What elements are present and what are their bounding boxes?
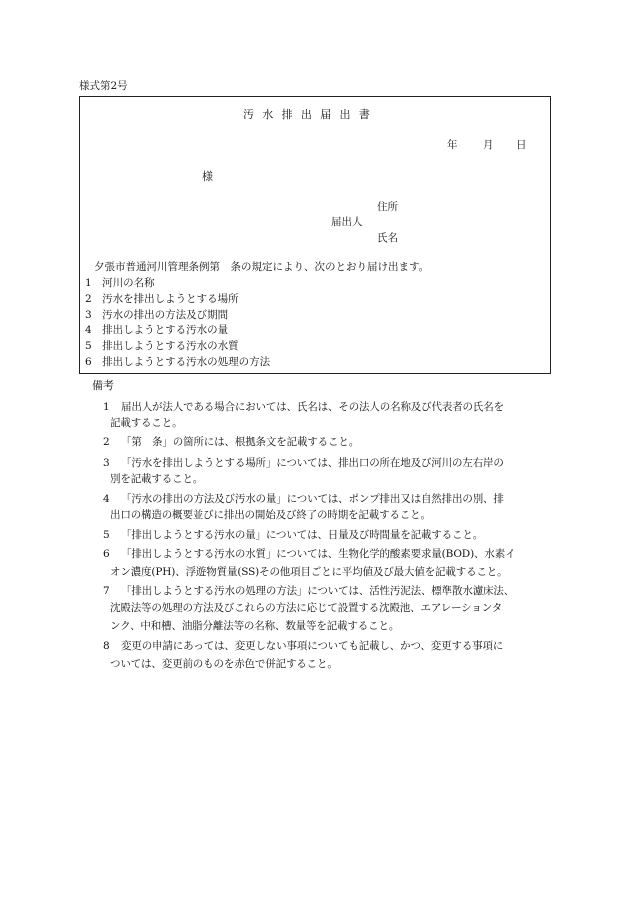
date-month-label: 月 <box>483 139 494 151</box>
note-text: 「排出しようとする汚水の量」については、日量及び時間量を記載すること。 <box>121 529 484 541</box>
form-number: 様式第2号 <box>79 80 128 92</box>
form-item: 2 汚水を排出しようとする場所 <box>85 293 239 305</box>
note-text: 「第 条」の箇所には、根拠条文を記載すること。 <box>121 436 360 448</box>
notifier-address-label: 住所 <box>377 201 398 213</box>
note-text: 別を記載すること。 <box>110 473 204 485</box>
note-text: 出口の構造の概要並びに排出の開始及び終了の時期を記載すること。 <box>110 509 431 521</box>
note-number: 8 <box>103 640 110 652</box>
note-text: 「汚水の排出の方法及び汚水の量」については、ポンプ排出又は自然排出の別、排 <box>121 493 504 505</box>
addressee-honorific: 様 <box>202 170 213 183</box>
note-number: 2 <box>103 436 110 448</box>
note-text: 「汚水を排出しようとする場所」については、排出口の所在地及び河川の左右岸の <box>121 457 504 469</box>
note-text: 変更の申請にあっては、変更しない事項についても記載し、かつ、変更する事項に <box>121 640 504 652</box>
note-text: 記載すること。 <box>110 417 183 429</box>
form-item: 3 汚水の排出の方法及び期間 <box>85 309 229 321</box>
note-text: 「排出しようとする汚水の処理の方法」については、活性汚泥法、標準散水濾床法、 <box>121 585 515 597</box>
remarks-heading: 備考 <box>92 379 114 392</box>
date-day-label: 日 <box>516 139 527 151</box>
form-item: 5 排出しようとする汚水の水質 <box>85 340 239 352</box>
note-number: 6 <box>103 548 110 560</box>
notifier-name-label: 氏名 <box>377 232 398 244</box>
note-text: ついては、変更前のものを赤色で併記すること。 <box>110 658 338 670</box>
form-item: 4 排出しようとする汚水の量 <box>85 324 229 336</box>
date-year-label: 年 <box>447 139 458 151</box>
form-title: 汚水排出届出書 <box>243 108 379 121</box>
note-text: 届出人が法人である場合においては、氏名は、その法人の名称及び代表者の氏名を <box>121 401 504 413</box>
note-number: 4 <box>103 493 110 505</box>
note-number: 5 <box>103 529 110 541</box>
form-item: 1 河川の名称 <box>85 277 155 289</box>
note-text: 「排出しようとする汚水の水質」については、生物化学的酸素要求量(BOD)、水素イ <box>121 548 516 560</box>
note-number: 3 <box>103 457 110 469</box>
notifier-role-label: 届出人 <box>331 216 363 228</box>
note-text: ンク、中和槽、油脂分離法等の名称、数量等を記載すること。 <box>110 620 400 632</box>
form-item: 6 排出しようとする汚水の処理の方法 <box>85 356 271 368</box>
statement-text: 夕張市普通河川管理条例第 条の規定により、次のとおり届け出ます。 <box>94 261 430 273</box>
note-text: オン濃度(PH)、浮遊物質量(SS)その他項目ごとに平均値及び最大値を記載すること。 <box>110 566 508 578</box>
note-text: 沈殿法等の処理の方法及びこれらの方法に応じて設置する沈殿池、エアレーションタ <box>110 602 503 614</box>
note-number: 7 <box>103 585 110 597</box>
note-number: 1 <box>103 401 110 413</box>
